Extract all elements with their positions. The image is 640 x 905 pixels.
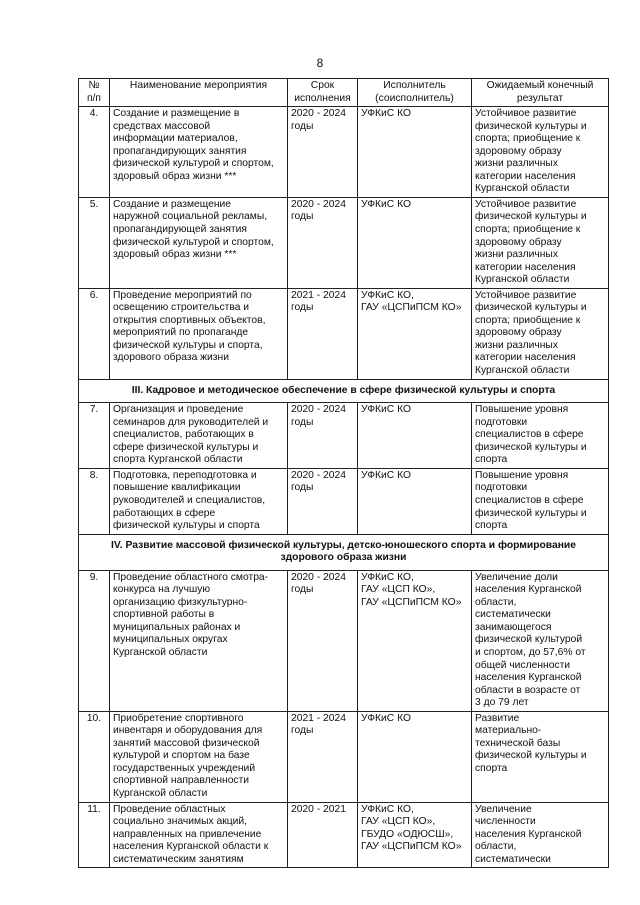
section-heading-3: III. Кадровое и методическое обеспечение в сфере физической культуры и спорта xyxy=(79,379,609,403)
row-name: Приобретение спортивного инвентаря и оборудования для занятий массовой физической культурой и спортом на базе государственных учреждений спортивной направленности Курганской области xyxy=(110,711,288,802)
page-number: 8 xyxy=(316,56,324,70)
row-executor: УФКиС КО, ГАУ «ЦСПиПСМ КО» xyxy=(358,288,472,379)
row-term: 2020 - 2021 xyxy=(288,802,358,868)
row-name: Проведение мероприятий по освещению строительства и открытия спортивных объектов, мероприятий по пропаганде физической культуры и спорта, здорового образа жизни xyxy=(110,288,288,379)
row-term: 2020 - 2024 годы xyxy=(288,403,358,469)
header-executor: Исполнитель (соисполнитель) xyxy=(358,79,472,107)
row-number: 7. xyxy=(79,403,110,469)
row-number: 9. xyxy=(79,570,110,711)
row-executor: УФКиС КО xyxy=(358,107,472,198)
table-row xyxy=(79,288,609,379)
row-term: 2021 - 2024 годы xyxy=(288,288,358,379)
header-result: Ожидаемый конечный результат xyxy=(472,79,609,107)
table-row xyxy=(79,802,609,868)
row-term: 2020 - 2024 годы xyxy=(288,197,358,288)
row-executor: УФКиС КО xyxy=(358,197,472,288)
row-name: Создание и размещение в средствах массовой информации материалов, пропагандирующих занятия физической культурой и спортом, здоровый образ жизни *** xyxy=(110,107,288,198)
section-heading-4: IV. Развитие массовой физической культуры, детско-юношеского спорта и формирование здорового образа жизни xyxy=(79,534,609,570)
row-executor: УФКиС КО xyxy=(358,468,472,534)
row-executor: УФКиС КО xyxy=(358,711,472,802)
row-term: 2020 - 2024 годы xyxy=(288,107,358,198)
table-row xyxy=(79,468,609,534)
row-name: Подготовка, переподготовка и повышение квалификации руководителей и специалистов, работающих в сфере физической культуры и спорта xyxy=(110,468,288,534)
row-name: Проведение областных социально значимых акций, направленных на привлечение населения Курганской области к систематическим занятиям xyxy=(110,802,288,868)
row-result: Устойчивое развитие физической культуры и спорта; приобщение к здоровому образу жизни различных категории населения Курганской области xyxy=(472,107,609,198)
table-header-row xyxy=(79,79,609,107)
row-number: 8. xyxy=(79,468,110,534)
row-result: Повышение уровня подготовки специалистов в сфере физической культуры и спорта xyxy=(472,403,609,469)
table-row xyxy=(79,107,609,198)
row-result: Устойчивое развитие физической культуры и спорта; приобщение к здоровому образу жизни различных категории населения Курганской области xyxy=(472,288,609,379)
row-name: Проведение областного смотра- конкурса на лучшую организацию физкультурно- спортивной работы в муниципальных районах и муниципальных округах Курганской области xyxy=(110,570,288,711)
row-number: 11. xyxy=(79,802,110,868)
table-row xyxy=(79,197,609,288)
section-row xyxy=(79,534,609,570)
row-result: Увеличение численности населения Курганской области, систематически xyxy=(472,802,609,868)
row-number: 10. xyxy=(79,711,110,802)
row-executor: УФКиС КО, ГАУ «ЦСП КО», ГБУДО «ОДЮСШ», ГАУ «ЦСПиПСМ КО» xyxy=(358,802,472,868)
header-num: № п/п xyxy=(79,79,110,107)
row-name: Создание и размещение наружной социальной рекламы, пропагандирующей занятия физической культурой и спортом, здоровый образ жизни *** xyxy=(110,197,288,288)
row-term: 2020 - 2024 годы xyxy=(288,468,358,534)
row-term: 2021 - 2024 годы xyxy=(288,711,358,802)
row-term: 2020 - 2024 годы xyxy=(288,570,358,711)
table-row xyxy=(79,403,609,469)
row-number: 6. xyxy=(79,288,110,379)
row-number: 4. xyxy=(79,107,110,198)
table-row xyxy=(79,711,609,802)
row-name: Организация и проведение семинаров для руководителей и специалистов, работающих в сфере физической культуры и спорта Курганской области xyxy=(110,403,288,469)
row-executor: УФКиС КО xyxy=(358,403,472,469)
row-result: Устойчивое развитие физической культуры и спорта; приобщение к здоровому образу жизни различных категории населения Курганской области xyxy=(472,197,609,288)
row-result: Увеличение доли населения Курганской области, систематически занимающегося физической культурой и спортом, до 57,6% от общей численности населения Курганской области в возрасте от 3 до 79 лет xyxy=(472,570,609,711)
measures-table xyxy=(78,78,609,868)
row-result: Повышение уровня подготовки специалистов в сфере физической культуры и спорта xyxy=(472,468,609,534)
header-term: Срок исполнения xyxy=(288,79,358,107)
row-result: Развитие материально- технической базы физической культуры и спорта xyxy=(472,711,609,802)
row-number: 5. xyxy=(79,197,110,288)
section-row xyxy=(79,379,609,403)
table-row xyxy=(79,570,609,711)
header-name: Наименование мероприятия xyxy=(110,79,288,107)
row-executor: УФКиС КО, ГАУ «ЦСП КО», ГАУ «ЦСПиПСМ КО» xyxy=(358,570,472,711)
